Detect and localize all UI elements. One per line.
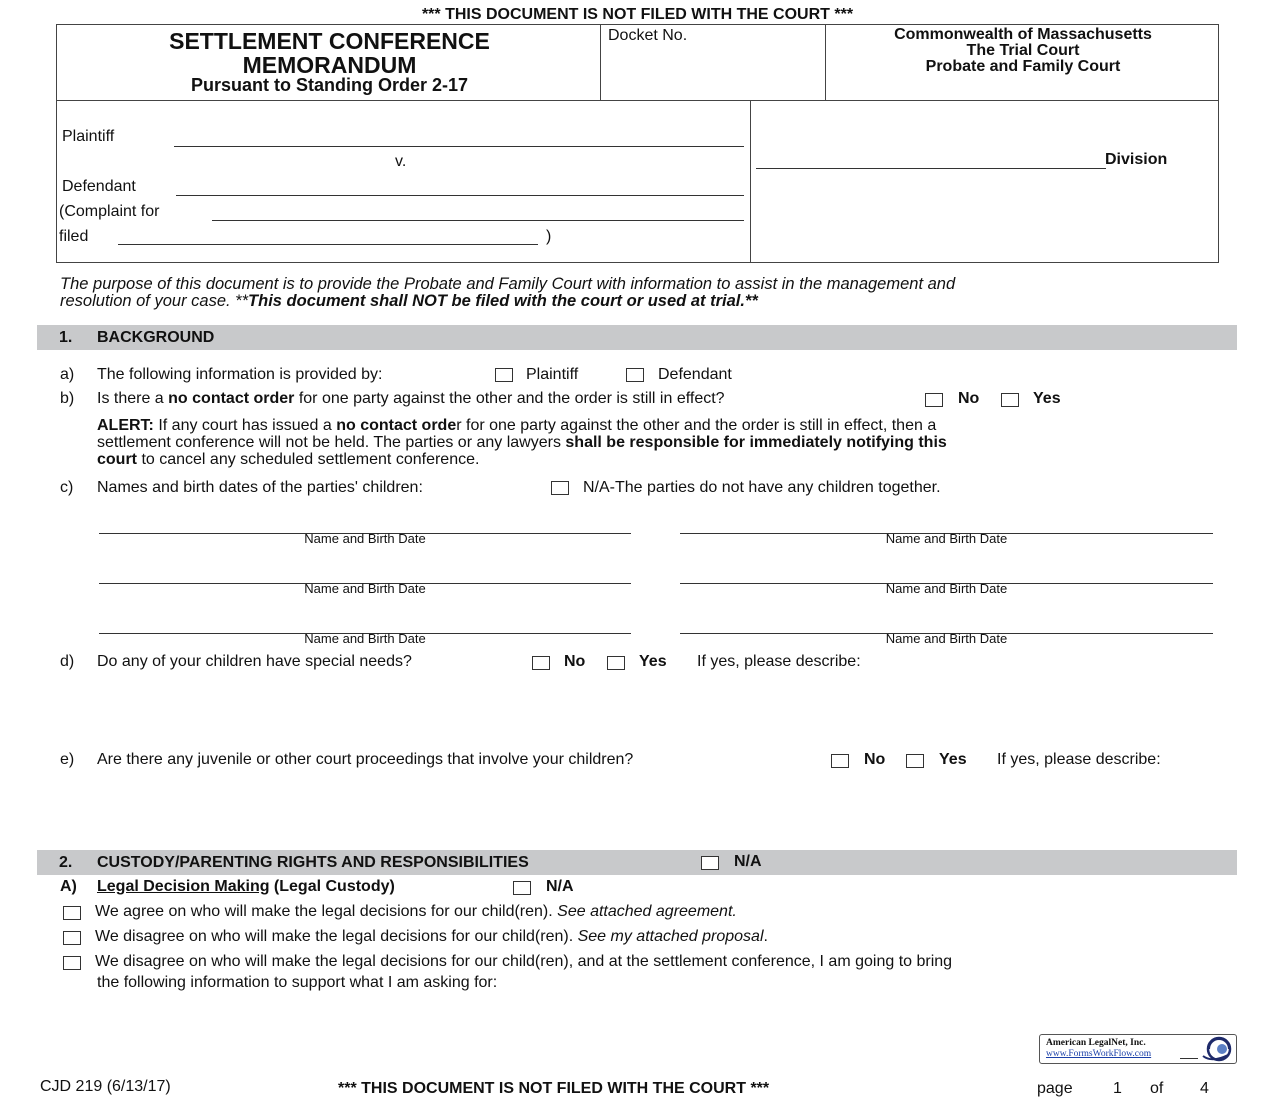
defendant-line[interactable]	[176, 195, 744, 196]
section2-bar	[37, 850, 1237, 875]
vendor-logo-rule	[1180, 1058, 1198, 1059]
alert-text-2: r for one party against the other and the order is still in effect, then a	[456, 417, 937, 434]
page-number: 1	[1113, 1080, 1122, 1097]
title-box	[56, 24, 601, 101]
purpose-text-line1: The purpose of this document is to provide the Probate and Family Court with information to assist in the management and	[60, 275, 956, 293]
agree-text	[95, 903, 737, 921]
child-caption-2-left: Name and Birth Date	[304, 581, 426, 596]
plaintiff-checkbox[interactable]	[495, 368, 513, 382]
agree-text-italic: See attached agreement.	[557, 903, 737, 920]
legal-decision-heading	[97, 878, 395, 896]
item-c-letter: c)	[60, 479, 74, 496]
no-contact-yes-label: Yes	[1033, 390, 1061, 407]
alert-bold-2: shall be responsible for immediately notifying this	[565, 434, 947, 451]
bottom-notice: *** THIS DOCUMENT IS NOT FILED WITH THE COURT ***	[338, 1080, 770, 1097]
alert-bold-1: no contact orde	[336, 417, 457, 434]
parties-box	[56, 100, 751, 263]
child-caption-1-left: Name and Birth Date	[304, 531, 426, 546]
docket-label: Docket No.	[608, 27, 688, 44]
globe-icon	[1200, 1036, 1234, 1062]
juvenile-no-checkbox[interactable]	[831, 754, 849, 768]
court-line3: Probate and Family Court	[925, 58, 1121, 75]
child-caption-3-left: Name and Birth Date	[304, 631, 426, 646]
filed-close-paren: )	[546, 228, 552, 245]
item-d-text: Do any of your children have special needs?	[97, 653, 412, 670]
item-c-text: Names and birth dates of the parties' children:	[97, 479, 423, 496]
item-a-letter: a)	[60, 366, 75, 383]
section1-number: 1.	[59, 329, 73, 346]
item-b-text-end: for one party against the other and the order is still in effect?	[294, 390, 725, 407]
section2-number: 2.	[59, 854, 73, 871]
legal-decision-title: Legal Decision Making	[97, 878, 270, 895]
versus-label: v.	[395, 153, 407, 170]
division-label: Division	[1105, 151, 1168, 168]
court-line2: The Trial Court	[966, 42, 1080, 59]
child-caption-2-right: Name and Birth Date	[885, 581, 1008, 596]
no-children-checkbox[interactable]	[551, 481, 569, 495]
special-needs-yes-checkbox[interactable]	[607, 656, 625, 670]
alert-text-1: If any court has issued a	[153, 417, 337, 434]
division-line[interactable]	[756, 168, 1106, 169]
alert-line2	[97, 434, 947, 452]
no-contact-no-checkbox[interactable]	[925, 393, 943, 407]
disagree-bring-info-line1: We disagree on who will make the legal decisions for our child(ren), and at the settlement conference, I am going to bring	[95, 953, 953, 970]
top-notice: *** THIS DOCUMENT IS NOT FILED WITH THE COURT ***	[421, 6, 854, 23]
filed-line[interactable]	[118, 244, 538, 245]
alert-bold-3: court	[97, 451, 137, 468]
court-box	[825, 24, 1219, 101]
section1-bar	[37, 325, 1237, 350]
form-subtitle: Pursuant to Standing Order 2-17	[190, 75, 469, 95]
child-caption-3-right: Name and Birth Date	[885, 631, 1008, 646]
form-title-line1: SETTLEMENT CONFERENCE	[169, 28, 490, 54]
purpose-text-line2	[60, 292, 758, 311]
complaint-line[interactable]	[212, 220, 744, 221]
defendant-label: Defendant	[62, 178, 136, 195]
form-id: CJD 219 (6/13/17)	[40, 1078, 171, 1095]
of-label: of	[1150, 1080, 1164, 1097]
division-box	[750, 100, 1219, 263]
legal-decision-na-checkbox[interactable]	[513, 881, 531, 895]
special-needs-describe: If yes, please describe:	[697, 653, 861, 670]
form-title-line2: MEMORANDUM	[242, 52, 417, 78]
complaint-label: (Complaint for	[59, 203, 160, 220]
alert-text-4: to cancel any scheduled settlement conference.	[137, 451, 480, 468]
vendor-logo	[1039, 1034, 1237, 1064]
section2-title: CUSTODY/PARENTING RIGHTS AND RESPONSIBILITIES	[97, 854, 529, 871]
court-line1: Commonwealth of Massachusetts	[894, 26, 1152, 43]
special-needs-no-checkbox[interactable]	[532, 656, 550, 670]
alert-line3	[97, 451, 479, 469]
item-d-letter: d)	[60, 653, 75, 670]
disagree-proposal-end: .	[763, 928, 768, 945]
special-needs-no-label: No	[564, 653, 586, 670]
item-e-letter: e)	[60, 751, 75, 768]
juvenile-describe: If yes, please describe:	[997, 751, 1161, 768]
item-b-text	[97, 390, 725, 408]
plaintiff-option-label: Plaintiff	[526, 366, 579, 383]
vendor-name: American LegalNet, Inc.	[1046, 1038, 1146, 1048]
disagree-bring-info-line2: the following information to support what I am asking for:	[97, 974, 498, 991]
page-total: 4	[1200, 1080, 1209, 1097]
plaintiff-line[interactable]	[174, 146, 744, 147]
alert-label: ALERT:	[97, 417, 154, 434]
vendor-url: www.FormsWorkFlow.com	[1046, 1049, 1152, 1059]
special-needs-yes-label: Yes	[639, 653, 667, 670]
juvenile-no-label: No	[864, 751, 886, 768]
no-children-label: N/A-The parties do not have any children together.	[583, 479, 941, 496]
defendant-option-label: Defendant	[658, 366, 732, 383]
agree-checkbox[interactable]	[63, 906, 81, 920]
no-contact-no-label: No	[958, 390, 980, 407]
disagree-proposal-text	[95, 928, 768, 946]
defendant-checkbox[interactable]	[626, 368, 644, 382]
item-e-text: Are there any juvenile or other court proceedings that involve your children?	[97, 751, 634, 768]
item-a-text: The following information is provided by:	[97, 366, 383, 383]
filed-label: filed	[59, 228, 89, 245]
agree-text-main: We agree on who will make the legal decisions for our child(ren).	[95, 903, 558, 920]
legal-decision-na-label: N/A	[546, 878, 574, 895]
item-b-text-start: Is there a	[97, 390, 169, 407]
juvenile-yes-checkbox[interactable]	[906, 754, 924, 768]
plaintiff-label: Plaintiff	[62, 128, 115, 145]
purpose-text-line2-start: resolution of your case. **	[60, 292, 249, 310]
section1-title: BACKGROUND	[97, 329, 215, 346]
juvenile-yes-label: Yes	[939, 751, 967, 768]
purpose-warning: This document shall NOT be filed with the court or used at trial.**	[248, 292, 758, 310]
alert-text-3: settlement conference will not be held. The parties or any lawyers	[97, 434, 566, 451]
page-label: page	[1037, 1080, 1073, 1097]
disagree-proposal-main: We disagree on who will make the legal decisions for our child(ren).	[95, 928, 578, 945]
disagree-bring-info-checkbox[interactable]	[63, 956, 81, 970]
no-contact-yes-checkbox[interactable]	[1001, 393, 1019, 407]
disagree-proposal-italic: See my attached proposal	[577, 928, 764, 945]
item-A-letter: A)	[60, 878, 77, 895]
item-b-bold: no contact order	[168, 390, 295, 407]
section2-na-checkbox[interactable]	[701, 856, 719, 870]
child-caption-1-right: Name and Birth Date	[885, 531, 1008, 546]
section2-na-label: N/A	[734, 853, 762, 870]
disagree-proposal-checkbox[interactable]	[63, 931, 81, 945]
item-b-letter: b)	[60, 390, 75, 407]
alert-line1	[97, 417, 936, 435]
legal-custody-title: (Legal Custody)	[269, 878, 395, 895]
docket-box	[600, 24, 826, 101]
